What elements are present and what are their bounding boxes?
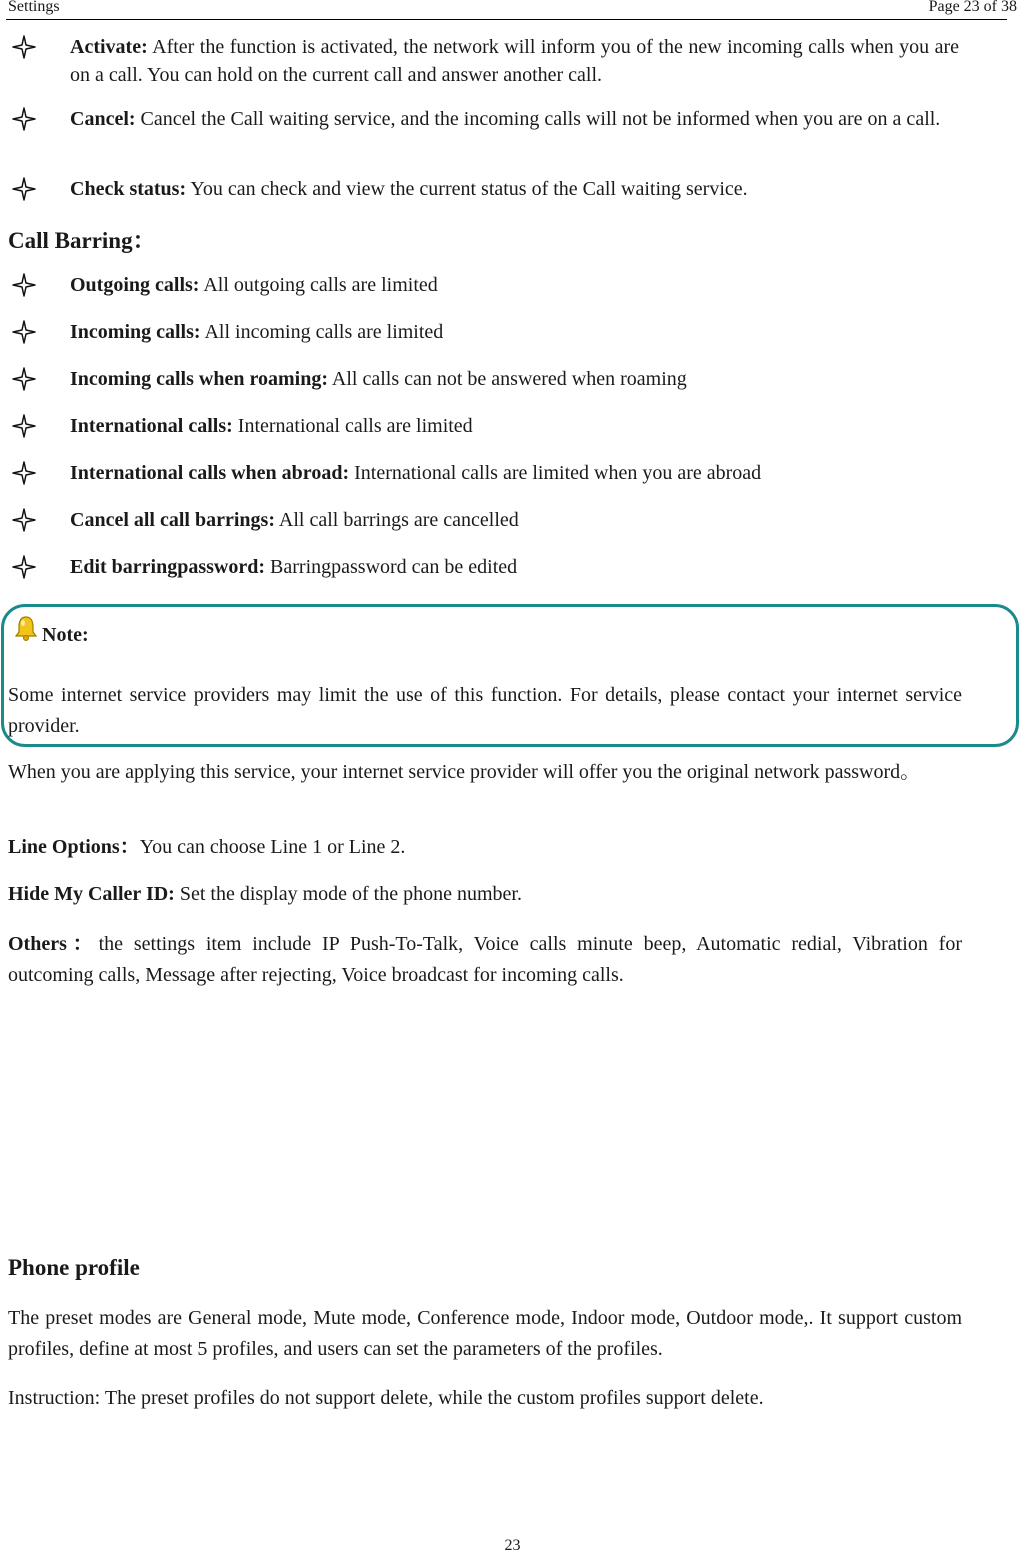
four-point-star-icon [12,508,36,532]
item-label: Edit barringpassword: [70,556,266,578]
item-text: All calls can not be answered when roaming [331,368,687,390]
line-options-label: Line Options： [8,836,140,858]
item-label: Activate: [70,36,148,58]
list-item-incoming-calls [8,318,974,346]
four-point-star-icon [12,35,36,59]
list-item-international-calls [8,412,974,440]
item-text: After the function is activated, the network will inform you of the new incoming calls when you are on a call. You can hold on the current call and answer another call. [70,36,959,86]
call-barring-heading: Call Barring： [8,228,156,253]
list-item-cancel-barrings [8,506,974,534]
four-point-star-icon [12,461,36,485]
item-label: Incoming calls: [70,321,201,343]
four-point-star-icon [12,367,36,391]
list-item-activate [8,33,974,89]
note-text: Some internet service providers may limit the use of this function. For details, please contact your internet service provider. [8,684,962,737]
header-section-title: Settings [8,0,60,15]
item-label: Cancel all call barrings: [70,509,275,531]
password-paragraph: When you are applying this service, your internet service provider will offer you the original network password。 [8,761,921,783]
page-number: 23 [504,1537,521,1554]
item-text: You can check and view the current status of the Call waiting service. [190,178,748,200]
list-item-international-abroad [8,459,974,487]
item-text: All incoming calls are limited [204,321,444,343]
four-point-star-icon [12,273,36,297]
four-point-star-icon [12,555,36,579]
item-text: All call barrings are cancelled [278,509,519,531]
line-options-text: You can choose Line 1 or Line 2. [139,836,406,858]
item-text: International calls are limited when you are abroad [354,462,762,484]
item-text: Barringpassword can be edited [270,556,518,578]
phone-profile-paragraph: The preset modes are General mode, Mute mode, Conference mode, Indoor mode, Outdoor mode,. It support custom profiles, define at most 5 profiles, and users can set the parameters of the profiles. [8,1307,962,1360]
item-label: Incoming calls when roaming: [70,368,328,390]
list-item-outgoing-calls [8,271,974,299]
list-item-edit-password [8,553,974,581]
four-point-star-icon [12,320,36,344]
item-text: International calls are limited [237,415,473,437]
phone-profile-instruction: Instruction: The preset profiles do not support delete, while the custom profiles support delete. [8,1387,764,1409]
line-options-paragraph [8,832,962,863]
item-label: Check status: [70,178,187,200]
list-item-cancel [8,105,974,133]
item-text: Cancel the Call waiting service, and the incoming calls will not be informed when you are on a call. [140,108,941,130]
item-label: International calls: [70,415,233,437]
list-item-check-status [8,175,974,203]
hide-caller-id-paragraph [8,879,962,910]
four-point-star-icon [12,107,36,131]
item-text: All outgoing calls are limited [203,274,438,296]
list-item-incoming-roaming [8,365,974,393]
others-paragraph [8,929,962,991]
four-point-star-icon [12,177,36,201]
four-point-star-icon [12,414,36,438]
phone-profile-heading: Phone profile [8,1255,140,1280]
item-label: Cancel: [70,108,136,130]
hide-caller-id-label: Hide My Caller ID: [8,883,175,905]
others-text: the settings item include IP Push-To-Talk, Voice calls minute beep, Automatic redial, Vibration for outcoming calls, Message after rejecting, Voice broadcast for incoming calls. [8,933,962,986]
item-label: International calls when abroad: [70,462,350,484]
header-divider [6,19,1007,20]
others-label: Others： [8,933,99,955]
header-page-indicator: Page 23 of 38 [928,0,1017,15]
bell-icon [12,614,40,642]
note-title: Note: [42,624,89,646]
item-label: Outgoing calls: [70,274,200,296]
hide-caller-id-text: Set the display mode of the phone number. [179,883,522,905]
